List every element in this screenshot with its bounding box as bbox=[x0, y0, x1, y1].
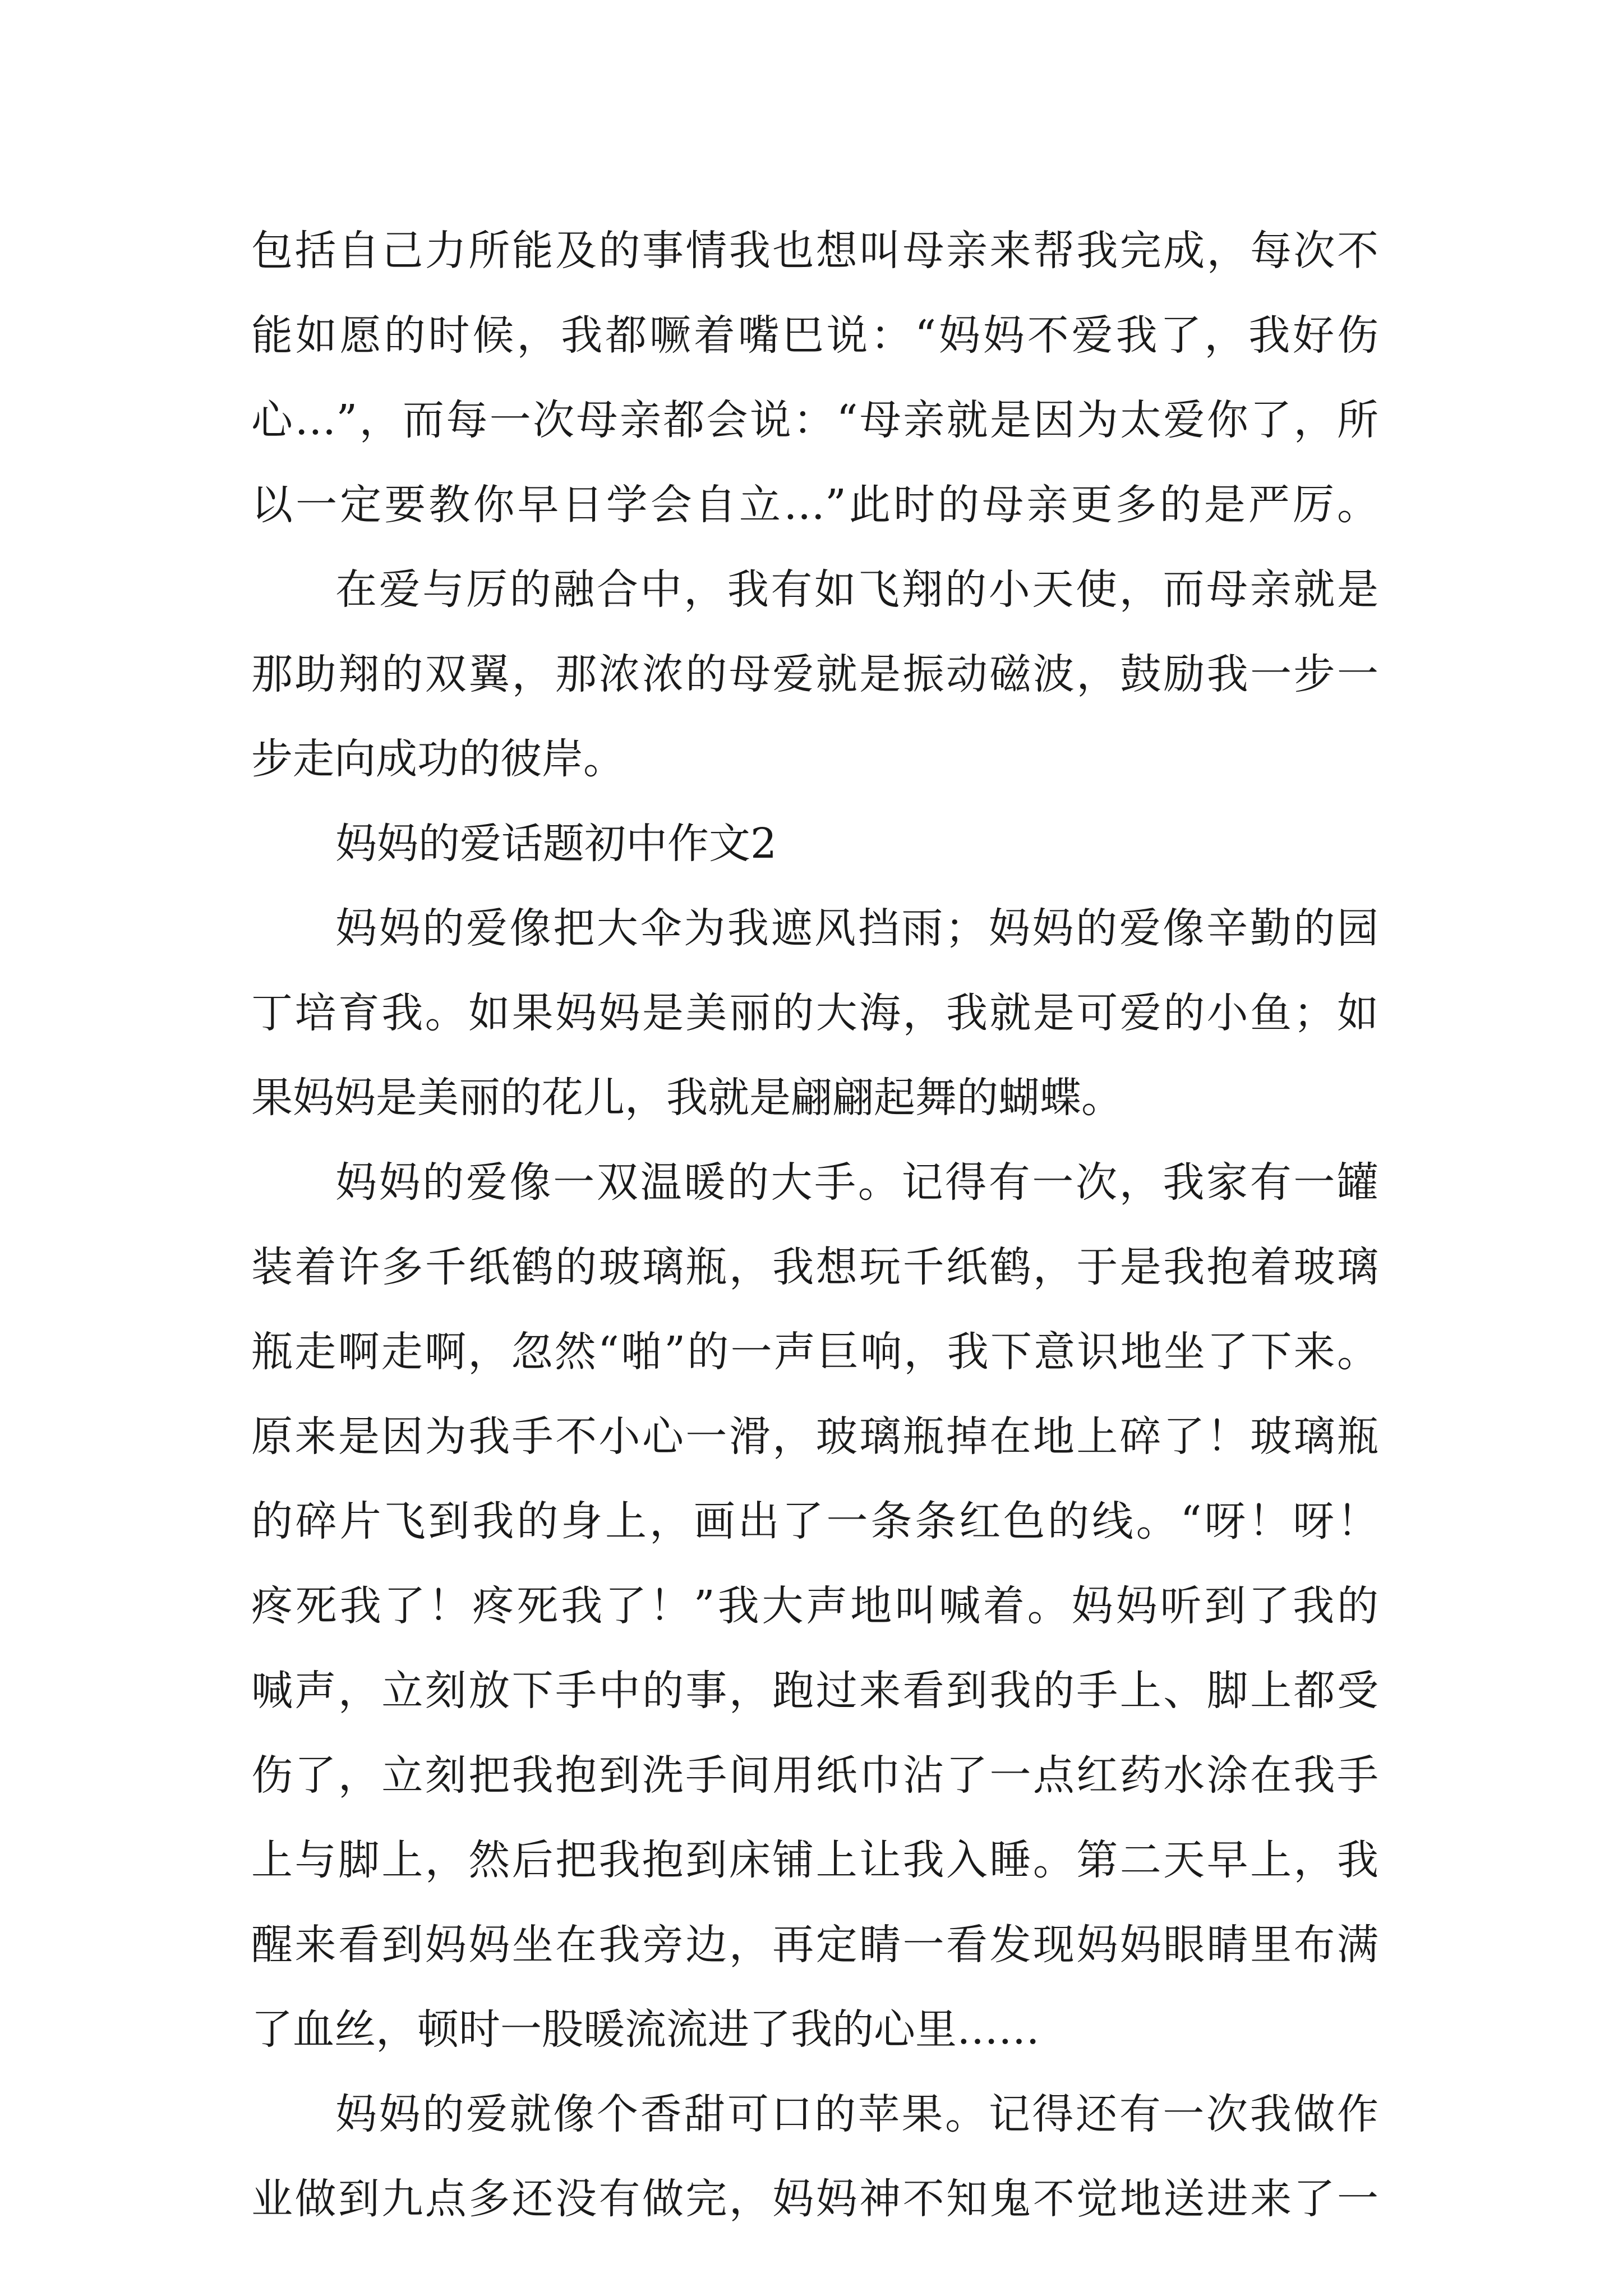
essay-heading: 妈妈的爱话题初中作文2 bbox=[335, 820, 777, 868]
paragraph-first-line: 妈妈的爱像一双温暖的大手。记得有一次，我家有一罐 bbox=[335, 1158, 1378, 1207]
paragraph-first-line: 妈妈的爱就像个香甜可口的苹果。记得还有一次我做作 bbox=[335, 2090, 1378, 2138]
text-line: 瓶走啊走啊，忽然“啪”的一声巨响，我下意识地坐了下来。 bbox=[251, 1328, 1378, 1376]
text-line: 醒来看到妈妈坐在我旁边，再定睛一看发现妈妈眼睛里布满 bbox=[251, 1921, 1378, 1969]
text-line: 步走向成功的彼岸。 bbox=[251, 735, 625, 783]
text-line: 的碎片飞到我的身上，画出了一条条红色的线。“呀！呀！ bbox=[251, 1497, 1378, 1545]
paragraph-first-line: 在爱与厉的融合中，我有如飞翔的小天使，而母亲就是 bbox=[335, 565, 1378, 614]
text-line: 装着许多千纸鹤的玻璃瓶，我想玩千纸鹤，于是我抱着玻璃 bbox=[251, 1243, 1378, 1291]
text-line: 原来是因为我手不小心一滑，玻璃瓶掉在地上碎了！玻璃瓶 bbox=[251, 1412, 1378, 1461]
essay-body bbox=[251, 209, 1378, 2242]
text-line: 那助翔的双翼，那浓浓的母爱就是振动磁波，鼓励我一步一 bbox=[251, 650, 1378, 698]
text-line: 疼死我了！疼死我了！”我大声地叫喊着。妈妈听到了我的 bbox=[251, 1582, 1378, 1630]
text-line: 以一定要教你早日学会自立…”此时的母亲更多的是严厉。 bbox=[251, 481, 1378, 529]
paragraph-first-line: 妈妈的爱像把大伞为我遮风挡雨；妈妈的爱像辛勤的园 bbox=[335, 904, 1378, 953]
text-line: 丁培育我。如果妈妈是美丽的大海，我就是可爱的小鱼；如 bbox=[251, 989, 1378, 1037]
text-line: 心…”，而每一次母亲都会说：“母亲就是因为太爱你了，所 bbox=[251, 396, 1378, 444]
text-line: 喊声，立刻放下手中的事，跑过来看到我的手上、脚上都受 bbox=[251, 1667, 1378, 1715]
text-line: 能如愿的时候，我都噘着嘴巴说：“妈妈不爱我了，我好伤 bbox=[251, 311, 1378, 360]
text-line: 伤了，立刻把我抱到洗手间用纸巾沾了一点红药水涂在我手 bbox=[251, 1751, 1378, 1800]
text-line: 包括自己力所能及的事情我也想叫母亲来帮我完成，每次不 bbox=[251, 227, 1378, 275]
text-line: 果妈妈是美丽的花儿，我就是翩翩起舞的蝴蝶。 bbox=[251, 1074, 1123, 1122]
text-line: 上与脚上，然后把我抱到床铺上让我入睡。第二天早上，我 bbox=[251, 1836, 1378, 1884]
text-line: 业做到九点多还没有做完，妈妈神不知鬼不觉地送进来了一 bbox=[251, 2175, 1378, 2223]
text-line: 了血丝，顿时一股暖流流进了我的心里…… bbox=[251, 2005, 1040, 2054]
